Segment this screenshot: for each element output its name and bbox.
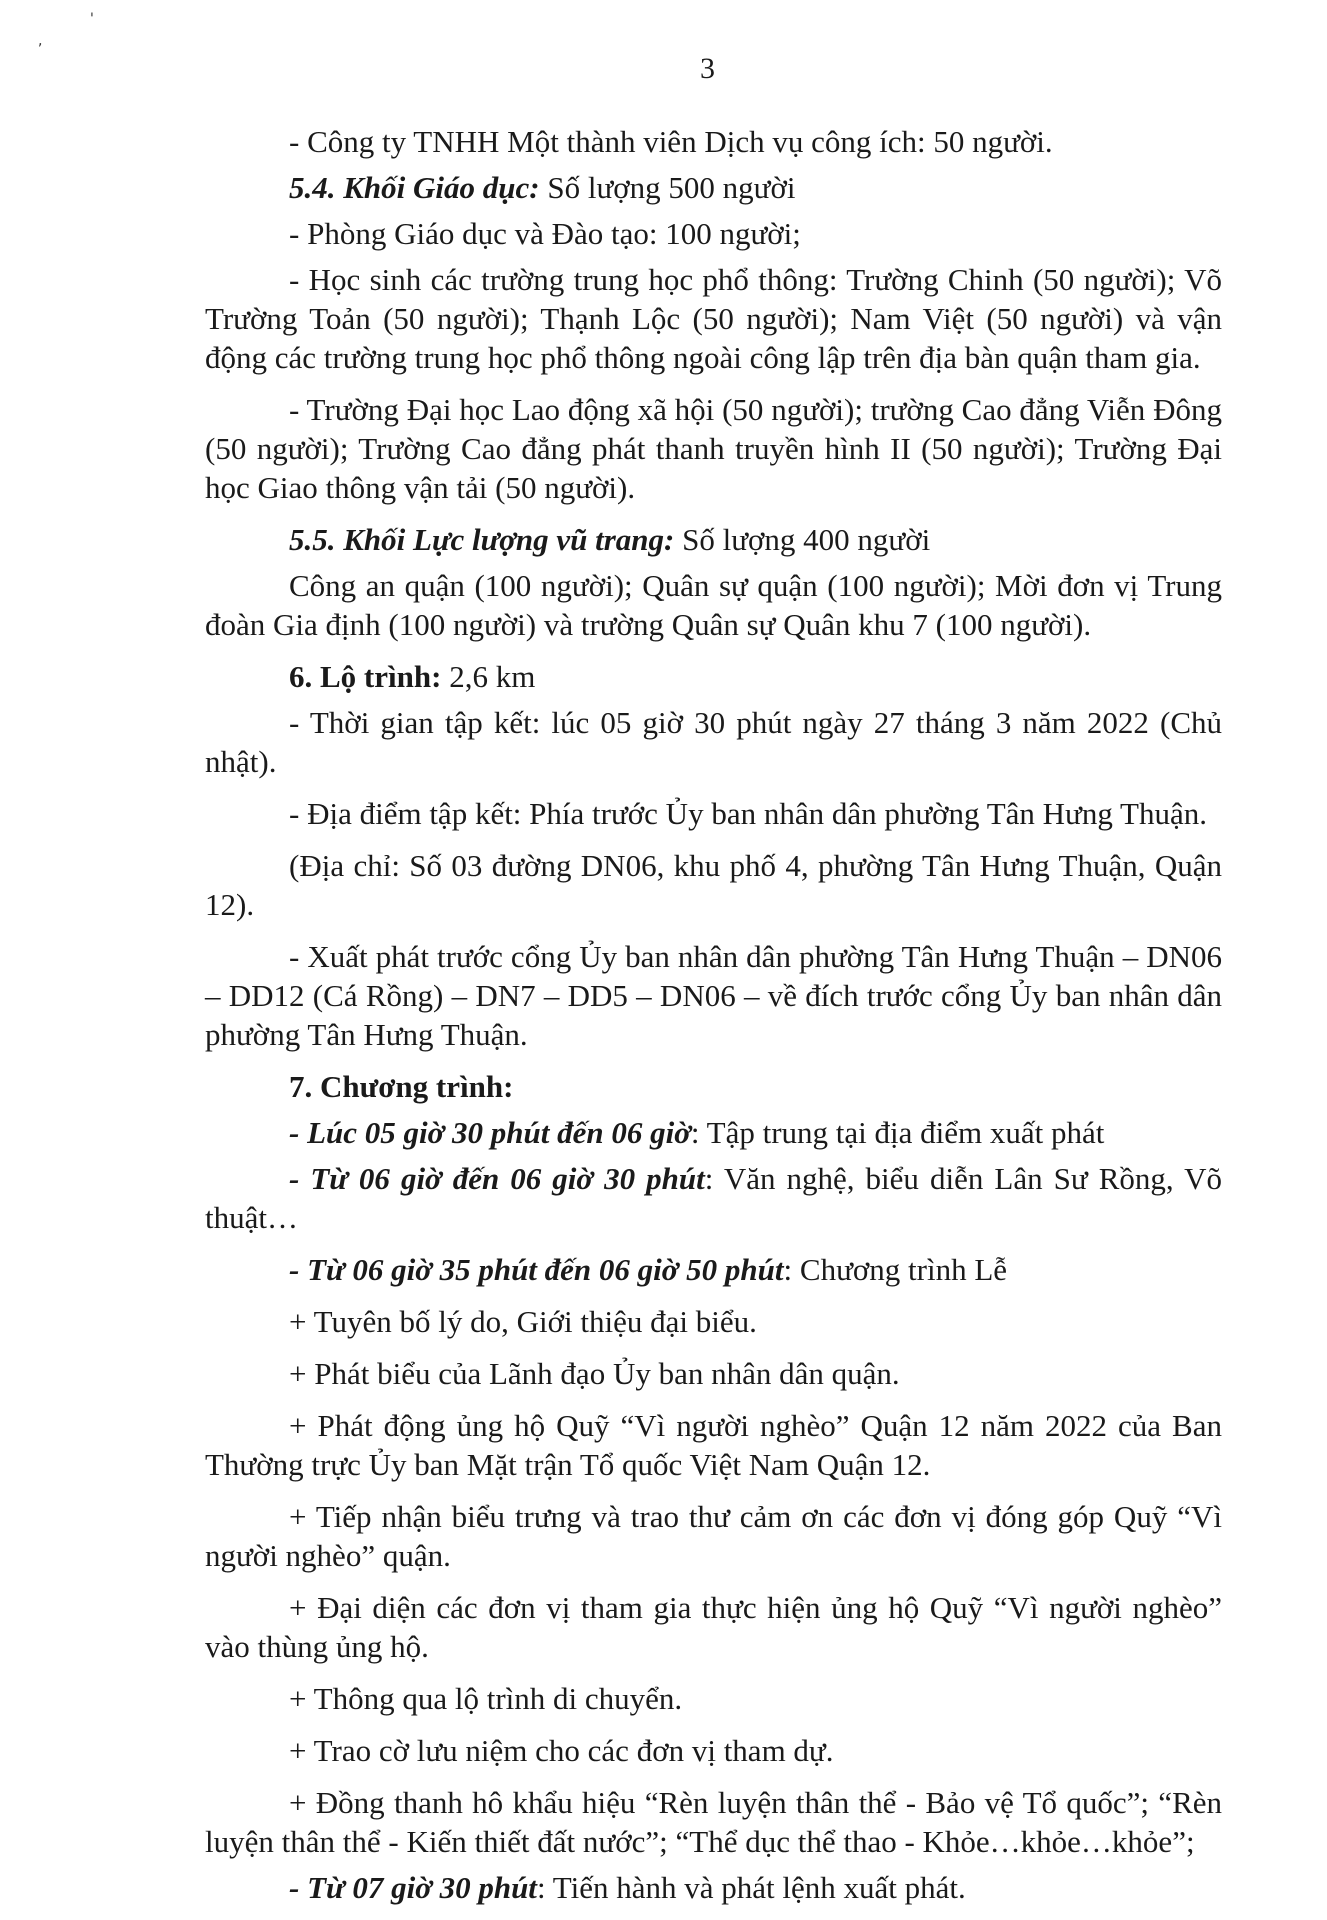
program-time-ceremony: - Từ 06 giờ 35 phút đến 06 giờ 50 phút — [289, 1252, 784, 1287]
program-text-ceremony: : Chương trình Lễ — [783, 1252, 1008, 1287]
paragraph-address: (Địa chỉ: Số 03 đường DN06, khu phố 4, phường Tân Hưng Thuận, Quận 12). — [205, 848, 1222, 922]
heading-route — [205, 657, 1222, 696]
paragraph-high-schools: - Học sinh các trường trung học phổ thông: Trường Chinh (50 người); Võ Trường Toản (50 người); Thạnh Lộc (50 người); Nam Việt (50 người) và vận động các trường trung học phổ thông ngoài công lập trên địa bàn quận tham gia. — [205, 262, 1222, 375]
program-time-start: - Từ 07 giờ 30 phút — [289, 1870, 537, 1905]
ceremony-item-leader-speech: + Phát biểu của Lãnh đạo Ủy ban nhân dân quận. — [289, 1356, 900, 1391]
ceremony-item-slogans: + Đồng thanh hô khẩu hiệu “Rèn luyện thân thể - Bảo vệ Tổ quốc”; “Rèn luyện thân thể - Kiến thiết đất nước”; “Thể dục thể thao - Khỏe…khỏe…khỏe”; — [205, 1785, 1222, 1859]
heading-education-block — [205, 168, 1222, 207]
paragraph-gathering-time: - Thời gian tập kết: lúc 05 giờ 30 phút ngày 27 tháng 3 năm 2022 (Chủ nhật). — [205, 705, 1222, 779]
program-text-assembly: : Tập trung tại địa điểm xuất phát — [690, 1115, 1105, 1150]
paragraph-route-description: - Xuất phát trước cổng Ủy ban nhân dân phường Tân Hưng Thuận – DN06 – DD12 (Cá Rồng) – DN7 – DD5 – DN06 – về đích trước cổng Ủy ban nhân dân phường Tân Hưng Thuận. — [205, 939, 1222, 1052]
program-text-start: : Tiến hành và phát lệnh xuất phát. — [536, 1870, 966, 1905]
ceremony-item-thank-you: + Tiếp nhận biểu trưng và trao thư cảm ơn các đơn vị đóng góp Quỹ “Vì người nghèo” quận. — [205, 1499, 1222, 1573]
paragraph-gathering-place: - Địa điểm tập kết: Phía trước Ủy ban nhân dân phường Tân Hưng Thuận. — [289, 796, 1207, 831]
program-time-assembly: - Lúc 05 giờ 30 phút đến 06 giờ — [289, 1115, 691, 1150]
scan-speck: , — [38, 33, 43, 49]
program-time-performance: - Từ 06 giờ đến 06 giờ 30 phút — [289, 1161, 705, 1196]
heading-program — [205, 1067, 1222, 1106]
heading-route-text: 2,6 km — [441, 659, 536, 694]
heading-armed-forces-text: Số lượng 400 người — [674, 522, 931, 557]
ceremony-item-flags: + Trao cờ lưu niệm cho các đơn vị tham dự. — [289, 1733, 834, 1768]
scan-speck: ' — [90, 11, 94, 27]
document-body — [205, 122, 1222, 1920]
ceremony-item-donation: + Đại diện các đơn vị tham gia thực hiện ủng hộ Quỹ “Vì người nghèo” vào thùng ủng hộ. — [205, 1590, 1222, 1664]
program-item-start — [205, 1868, 1222, 1907]
paragraph-armed-forces: Công an quận (100 người); Quân sự quận (100 người); Mời đơn vị Trung đoàn Gia định (100 người) và trường Quân sự Quân khu 7 (100 người). — [205, 568, 1222, 642]
heading-armed-forces-label: 5.5. Khối Lực lượng vũ trang: — [289, 522, 675, 557]
program-text-performance: : Văn nghệ, biểu diễn Lân Sư Rồng, Võ thuật… — [205, 1161, 1222, 1235]
program-item-ceremony — [205, 1250, 1222, 1289]
paragraph-education-office: - Phòng Giáo dục và Đào tạo: 100 người; — [289, 216, 801, 251]
paragraph-public-service-company: - Công ty TNHH Một thành viên Dịch vụ công ích: 50 người. — [289, 124, 1053, 159]
heading-education-text: Số lượng 500 người — [539, 170, 796, 205]
ceremony-item-fund-launch: + Phát động ủng hộ Quỹ “Vì người nghèo” Quận 12 năm 2022 của Ban Thường trực Ủy ban Mặt trận Tổ quốc Việt Nam Quận 12. — [205, 1408, 1222, 1482]
heading-armed-forces-block — [205, 520, 1222, 559]
heading-program-label: 7. Chương trình: — [289, 1069, 514, 1104]
heading-education-label: 5.4. Khối Giáo dục: — [289, 170, 540, 205]
ceremony-item-opening: + Tuyên bố lý do, Giới thiệu đại biểu. — [289, 1304, 757, 1339]
heading-route-label: 6. Lộ trình: — [289, 659, 442, 694]
paragraph-universities: - Trường Đại học Lao động xã hội (50 người); trường Cao đẳng Viễn Đông (50 người); Trường Cao đẳng phát thanh truyền hình II (50 người); Trường Đại học Giao thông vận tải (50 người). — [205, 392, 1222, 505]
ceremony-item-route-brief: + Thông qua lộ trình di chuyển. — [289, 1681, 683, 1716]
program-item-performance — [205, 1159, 1222, 1237]
program-item-assembly — [205, 1113, 1222, 1152]
page-number: 3 — [700, 52, 715, 85]
